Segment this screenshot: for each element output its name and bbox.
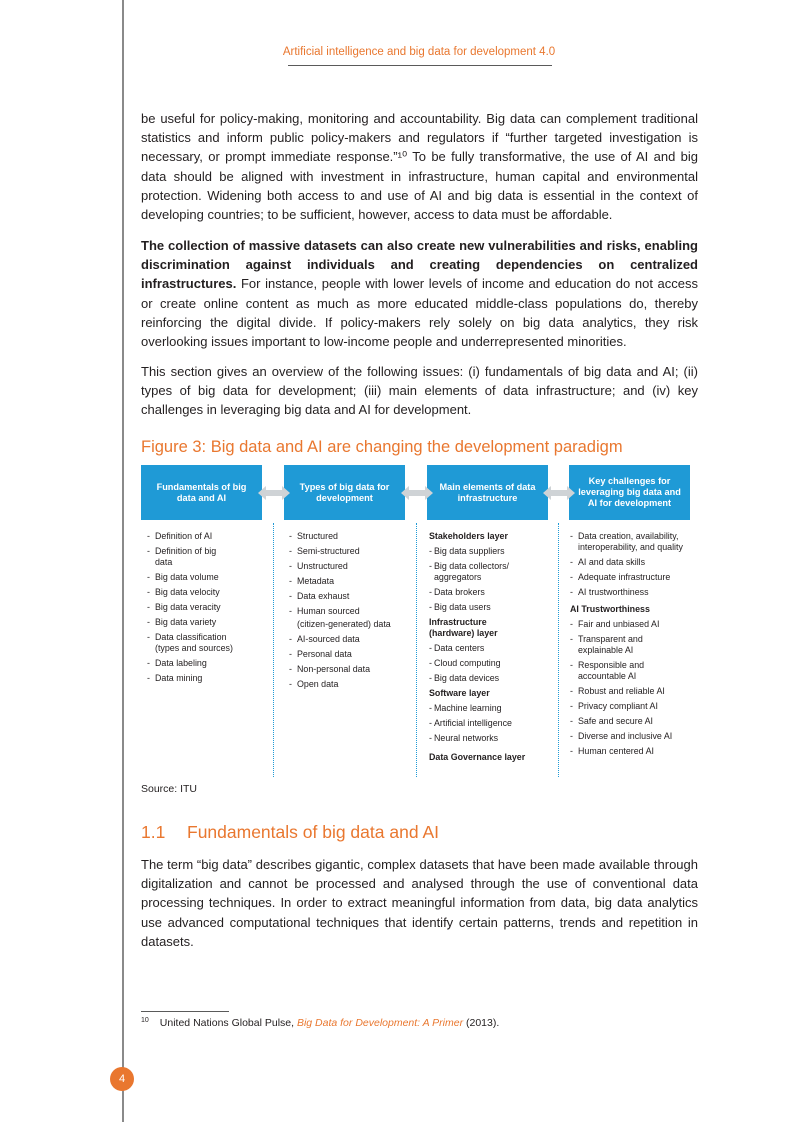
footnote-rule <box>141 1011 229 1012</box>
list-item: - Cloud computing <box>429 658 553 669</box>
list-item: - Transparent and explainable AI <box>570 634 652 656</box>
section-number: 1.1 <box>141 822 166 842</box>
double-arrow-icon <box>543 485 575 501</box>
list-item: - Big data veracity <box>147 602 265 613</box>
running-head: Artificial intelligence and big data for development 4.0 <box>282 46 556 58</box>
list-item: - Unstructured <box>289 561 409 572</box>
page-number: 4 <box>110 1067 134 1091</box>
list-item: - Data labeling <box>147 658 265 669</box>
figure-box-types: Types of big data for development <box>284 465 405 520</box>
list-item: - Data creation, availability, interoperability, and quality <box>570 531 700 553</box>
list-item: - Diverse and inclusive AI <box>570 731 700 742</box>
list-item: - Privacy compliant AI <box>570 701 700 712</box>
list-heading: AI Trustworthiness <box>570 604 650 614</box>
margin-rule <box>122 0 124 1122</box>
list-item: - Responsible and accountable AI <box>570 660 660 682</box>
figure-box-infrastructure: Main elements of data infrastructure <box>427 465 548 520</box>
list-item: - Machine learning <box>429 703 553 714</box>
list-item: - Data exhaust <box>289 591 409 602</box>
footnote <box>141 1017 499 1029</box>
list-item: - Data brokers <box>429 587 553 598</box>
list-heading: Stakeholders layer <box>429 531 508 541</box>
paragraph-2-bold: The collection of massive datasets can also create new vulnerabilities and risks, enabling discrimination against individuals and creating dependencies on centralized infrastructures. <box>141 238 698 292</box>
list-item: - Big data devices <box>429 673 553 684</box>
column-divider <box>273 523 274 777</box>
list-item: - Personal data <box>289 649 409 660</box>
list-item: - Human centered AI <box>570 746 700 757</box>
list-item: - Big data suppliers <box>429 546 553 557</box>
column-divider <box>416 523 417 777</box>
list-item: - Metadata <box>289 576 409 587</box>
figure-column-types <box>289 531 409 694</box>
list-item: - Neural networks <box>429 733 553 744</box>
figure-column-fundamentals <box>147 531 265 688</box>
list-item: - Data centers <box>429 643 553 654</box>
list-item: - AI trustworthiness <box>570 587 700 598</box>
paragraph-2-rest: For instance, people with lower levels of income and education do not access or create online content as much as more educated middle-class populations do, thereby reinforcing the digital divide. If policy-makers rely solely on big data analytics, they risk overlooking issues important to low-income people and underrepresented minorities. <box>141 276 698 350</box>
list-item: - Safe and secure AI <box>570 716 700 727</box>
list-item: - Structured <box>289 531 409 542</box>
list-item: - AI-sourced data <box>289 634 409 645</box>
list-item: - Artificial intelligence <box>429 718 553 729</box>
list-item: - Big data volume <box>147 572 265 583</box>
figure-source: Source: ITU <box>141 783 198 795</box>
list-heading: Data Governance layer <box>429 752 526 762</box>
list-item: - Big data velocity <box>147 587 265 598</box>
list-item: - Data mining <box>147 673 265 684</box>
footnote-link[interactable]: Big Data for Development: A Primer <box>296 1017 464 1029</box>
list-item: - Non-personal data <box>289 664 409 675</box>
paragraph-1: be useful for policy-making, monitoring and accountability. Big data can complement traditional statistics and inform public policy-makers and regulators if “further targeted investigation is necessary, or prompt immediate response.”¹⁰ To be fully transformative, the use of AI and big data should be aligned with investment in infrastructure, human capital and environmental protection. Widening both access to and use of AI and big data is essential in the context of developing countries; to be sufficient, however, access to data must be affordable. <box>141 111 698 223</box>
list-item: - Fair and unbiased AI <box>570 619 700 630</box>
section-title: Fundamentals of big data and AI <box>187 822 439 842</box>
figure-box-fundamentals: Fundamentals of big data and AI <box>141 465 262 520</box>
list-item: - Definition of AI <box>147 531 265 542</box>
footnote-year: (2013). <box>463 1017 500 1029</box>
list-item: - Big data users <box>429 602 553 613</box>
paragraph-3: This section gives an overview of the following issues: (i) fundamentals of big data and AI; (ii) types of big data for development; (iii) main elements of data infrastructure; and (iv) key challenges in leveraging big data and AI for development. <box>141 364 698 418</box>
paragraph-2 <box>141 236 698 351</box>
list-item: - Definition of big data <box>147 546 225 568</box>
list-item: - Human sourced <box>289 606 409 617</box>
paragraph-4: The term “big data” describes gigantic, complex datasets that have been made available through digitalization and cannot be processed and analysed through the use of conventional data processing techniques. In order to extract meaningful information from data, big data analytics use advanced computational techniques that identify certain patterns, trends and repetition in datasets. <box>141 857 698 949</box>
footnote-text: United Nations Global Pulse, <box>159 1017 297 1029</box>
list-item: - Data classification (types and sources) <box>147 632 251 654</box>
list-item-continuation: (citizen-generated) data <box>297 619 391 629</box>
list-item: - Adequate infrastructure <box>570 572 700 583</box>
list-item: - Big data variety <box>147 617 265 628</box>
footnote-marker: 10 <box>141 1017 149 1024</box>
double-arrow-icon <box>401 485 433 501</box>
list-item: - Big data collectors/ aggregators <box>429 561 526 583</box>
figure-column-infrastructure <box>429 531 553 767</box>
section-heading <box>141 822 439 843</box>
running-head-rule <box>288 65 552 66</box>
figure-column-challenges <box>570 531 700 761</box>
figure-box-challenges: Key challenges for leveraging big data and AI for development <box>569 465 690 520</box>
list-heading: Infrastructure (hardware) layer <box>429 617 498 638</box>
column-divider <box>558 523 559 777</box>
figure-title: Figure 3: Big data and AI are changing the development paradigm <box>141 438 623 456</box>
list-item: - Robust and reliable AI <box>570 686 700 697</box>
list-heading: Software layer <box>429 688 490 698</box>
list-item: - AI and data skills <box>570 557 700 568</box>
list-item: - Semi-structured <box>289 546 409 557</box>
double-arrow-icon <box>258 485 290 501</box>
list-item: - Open data <box>289 679 409 690</box>
